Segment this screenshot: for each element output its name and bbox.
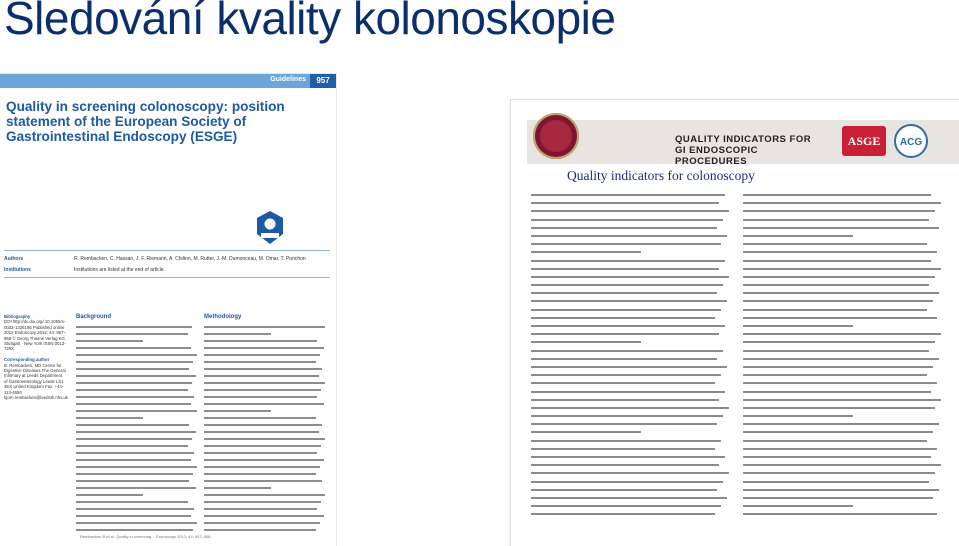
text-line [531,309,721,311]
text-line [531,341,641,343]
text-line [531,251,641,253]
text-line [76,326,192,328]
text-line [204,368,322,370]
text-line [204,515,324,517]
text-line [204,403,324,405]
text-line [743,382,937,384]
slide-title: Sledování kvality kolonoskopie [4,0,616,44]
text-line [204,396,317,398]
text-line [204,452,317,454]
text-line [531,276,729,278]
page-footer: Rembacken B et al. Quality in screening… Endoscopy 2012; 44: 957–968 [80,534,211,539]
text-line [531,472,729,474]
text-line [76,529,193,531]
authors: R. Rembacken, C. Hassan, J. F. Riemann, A. Chilton, M. Rutter, J.-M. Dumonceau, M. Omar, T. Ponchon [74,256,306,262]
text-line [531,407,729,409]
text-line [204,459,324,461]
text-line [204,354,320,356]
text-line [743,194,931,196]
text-line [743,325,853,327]
text-line [204,424,322,426]
text-line [531,366,727,368]
text-line [204,410,271,412]
text-line [531,333,719,335]
text-line [743,399,941,401]
text-line [531,350,723,352]
divider [4,250,330,251]
text-line [531,448,715,450]
text-line [531,210,729,212]
text-line [743,407,935,409]
text-line [204,466,320,468]
text-line [743,260,931,262]
text-line [204,389,321,391]
text-line [743,448,937,450]
text-line [743,300,933,302]
text-line [204,494,325,496]
text-line [204,361,316,363]
text-line [204,473,316,475]
text-line [743,333,941,335]
text-line [76,438,192,440]
text-line [531,317,715,319]
text-lines [531,194,731,515]
text-line [76,333,188,335]
left-text-column [531,194,731,522]
text-line [76,445,188,447]
acg-logo: ACG [894,124,928,158]
text-line [743,341,935,343]
text-line [531,497,727,499]
text-line [743,391,931,393]
text-line [743,317,937,319]
text-line [76,375,196,377]
text-line [76,361,193,363]
right-text-column [743,194,943,522]
text-line [743,243,927,245]
text-line [76,354,197,356]
institutions-label: Institutions [4,267,31,273]
quality-indicators-page [511,100,959,546]
text-line [76,501,188,503]
asge-logo: ASGE [842,126,886,156]
divider [4,277,330,278]
text-line [531,399,719,401]
text-line [531,391,725,393]
text-line [743,235,853,237]
text-line [76,494,143,496]
text-line [76,424,189,426]
guideline-header-bar [0,74,336,88]
text-line [204,333,271,335]
text-line [531,300,727,302]
text-lines [743,194,943,515]
text-line [743,276,935,278]
guidelines-label: Guidelines [270,76,306,83]
gastrointestinal-endoscopy-logo [533,113,579,159]
guideline-sidebar [4,314,69,401]
text-line [204,326,325,328]
methodology-column [204,314,326,536]
text-line [76,466,197,468]
text-line [743,423,939,425]
text-line [743,440,927,442]
text-line [531,358,717,360]
text-line [743,513,937,515]
text-line [531,489,717,491]
text-line [743,202,941,204]
text-line [76,389,188,391]
text-line [531,194,725,196]
text-line [204,480,322,482]
text-line [531,325,725,327]
text-line [76,368,189,370]
text-line [743,464,941,466]
text-line [76,431,196,433]
text-line [743,219,929,221]
text-line [204,347,324,349]
text-line [743,366,933,368]
text-line [204,438,325,440]
text-line [204,529,316,531]
text-line [531,219,723,221]
text-line [743,227,939,229]
text-line [531,284,723,286]
text-line [204,445,321,447]
text-line [76,417,143,419]
text-line [204,522,320,524]
text-line [204,508,317,510]
text-line [743,431,933,433]
text-line [743,472,935,474]
methodology-text-lines [204,326,326,531]
text-line [204,375,319,377]
text-line [76,508,194,510]
text-line [743,497,933,499]
text-line [204,340,317,342]
text-line [531,415,723,417]
text-line [531,382,715,384]
text-line [743,292,939,294]
text-line [76,403,191,405]
text-line [743,268,941,270]
text-line [743,358,939,360]
esge-guideline-page [0,74,336,546]
text-line [743,415,853,417]
guideline-title: Quality in screening colonoscopy: position statement of the European Society of Gastrointestinal Endoscopy (ESGE) [6,99,285,144]
institutions: Institutions are listed at the end of article. [74,267,165,273]
background-column [76,314,198,536]
background-text-lines [76,326,198,531]
text-line [76,452,194,454]
text-line [76,382,192,384]
text-line [743,251,937,253]
text-line [76,396,194,398]
text-line [743,374,927,376]
text-line [531,505,721,507]
corresponding-author-label: Corresponding author [4,357,50,363]
text-line [743,505,853,507]
text-line [76,515,191,517]
text-line [204,501,321,503]
text-line [76,487,196,489]
text-line [76,347,191,349]
text-line [743,456,931,458]
text-line [531,423,717,425]
text-line [76,522,197,524]
page-number: 957 [310,74,336,88]
text-line [743,309,927,311]
text-line [531,227,717,229]
text-line [531,481,723,483]
text-line [743,284,929,286]
text-line [204,417,316,419]
text-line [531,513,715,515]
text-line [531,456,725,458]
corresponding-author: B. Rembacken, MD Centre for Digestive Diseases The General Infirmary at Leeds Department of Gastroenterology Leeds LS1 3EX United Kingdom Fax: +44-113-4650 bjorn.rembacken@leedsth.nhs.uk [4,362,69,401]
authors-label: Authors [4,256,24,262]
text-line [204,487,271,489]
text-line [531,202,719,204]
text-line [204,382,325,384]
banner-text: QUALITY INDICATORS FOR GI ENDOSCOPIC PROCEDURES [675,134,812,167]
text-line [531,374,721,376]
methodology-heading: Methodology [204,314,242,320]
article-title: Quality indicators for colonoscopy [567,168,755,183]
text-line [531,440,721,442]
text-line [76,473,193,475]
text-line [531,260,725,262]
text-line [76,459,191,461]
text-line [76,340,143,342]
text-line [531,431,641,433]
text-line [204,431,319,433]
esge-logo [255,210,285,246]
text-line [531,235,727,237]
text-line [76,480,189,482]
bibliography-label: Bibliography [4,314,31,319]
text-line [743,350,929,352]
background-heading: Background [76,314,112,320]
text-line [743,210,935,212]
text-line [743,489,939,491]
bibliography: DOI http://dx.doi.org/ 10.1055/s-0032-1326186 Published online 2012 Endoscopy 2012; 44: 957–968 © Georg Thieme Verlag KG Stuttgart · New York ISSN 0013-726X [4,319,66,352]
text-line [531,268,719,270]
text-line [531,243,721,245]
text-line [743,481,929,483]
text-line [531,292,717,294]
text-line [76,410,197,412]
text-line [531,464,719,466]
